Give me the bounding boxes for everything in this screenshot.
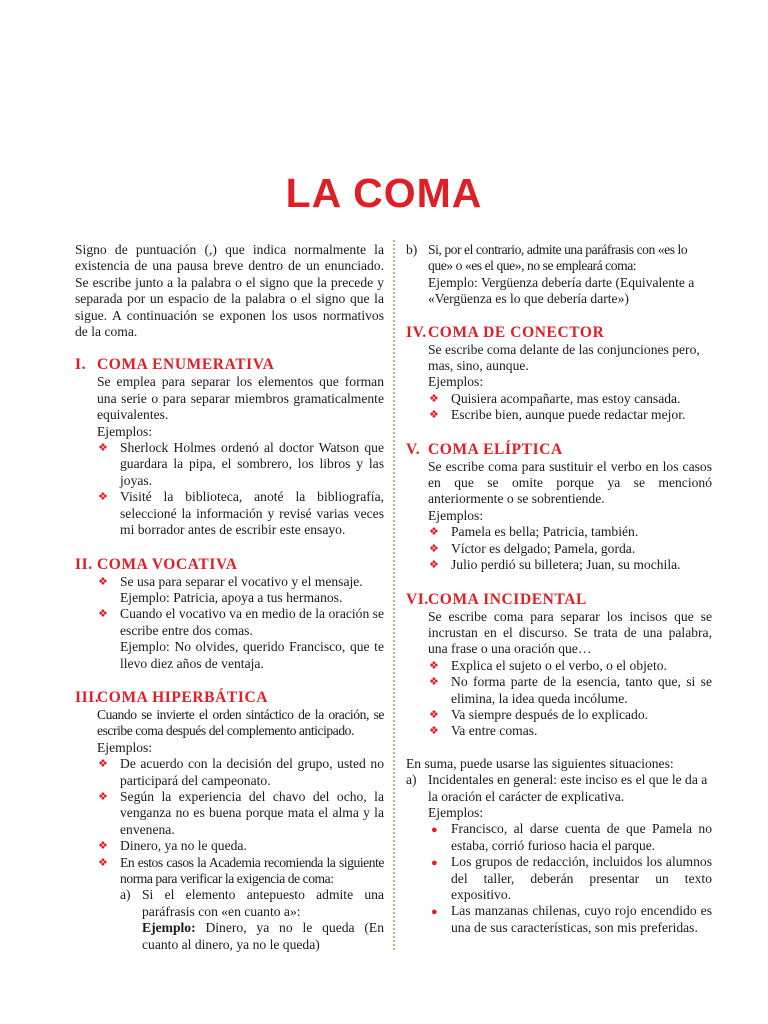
section-enumerativa [75,356,384,538]
example-text: Dinero, ya no le queda (En cuanto al dinero, ya no le queda) [142,920,384,952]
sub-item-text: Si el elemento antepuesto admite una paráfrasis con «en cuanto a»: [142,887,384,919]
list-item-text: Cuando el vocativo va en medio de la oración se escribe entre dos comas. [120,606,384,638]
list-item [428,723,712,739]
column-divider [393,240,395,950]
summary-text: En suma, puede usarse las siguientes situaciones: [406,755,674,771]
examples-label: Ejemplos: [428,804,484,820]
example-label: Ejemplo: [142,920,196,936]
section-hiperbatica [75,689,384,953]
section-body [75,707,384,953]
section-number: II. [75,555,93,573]
examples-label: Ejemplos: [428,374,484,390]
list-item [428,903,712,936]
sub-item-a [120,887,384,953]
diamond-bullet-icon: ❖ [429,542,439,555]
section-title: COMA HIPERBÁTICA [97,688,269,706]
list-item-text: Explica el sujeto o el verbo, o el objeto. [451,657,667,673]
list-item [97,855,384,953]
list-item [428,707,712,723]
list-item [428,821,712,854]
diamond-bullet-icon: ❖ [98,491,108,504]
sub-item-letter: a) [406,772,417,788]
dot-bullet-icon: ● [431,857,438,870]
section-heading [406,591,712,609]
examples-list [428,391,712,424]
diamond-bullet-icon: ❖ [98,575,108,588]
section-description: Se escribe coma delante de las conjunciones pero, mas, sino, aunque. [428,341,700,374]
diamond-bullet-icon: ❖ [429,725,439,738]
list-item-text: Julio perdió su billetera; Juan, su mochila. [451,557,681,573]
list-item-text: Escribe bien, aunque puede redactar mejor. [451,407,686,423]
example-text: Ejemplo: No olvides, querido Francisco, que te llevo diez años de ventaja. [120,639,384,671]
examples-label: Ejemplos: [428,507,484,523]
list-item [97,606,384,672]
section-heading [75,689,384,707]
right-column [406,242,712,936]
list-item [428,391,712,407]
list-item-text: De acuerdo con la decisión del grupo, usted no participará del campeonato. [120,756,384,788]
list-item [428,524,712,540]
dot-examples-list [428,821,712,936]
list-item [97,789,384,838]
list-item-text: Sherlock Holmes ordenó al doctor Watson que guardara la pipa, el sombrero, los libros y las joyas. [120,440,384,488]
diamond-bullet-icon: ❖ [98,790,108,803]
sub-item-a [406,772,712,936]
section-title: COMA INCIDENTAL [428,590,587,608]
list-item [97,574,384,607]
examples-label: Ejemplos: [97,739,153,755]
section-description: Se escribe coma para sustituir el verbo en los casos en que se omite porque ya se mencionó anteriormente o se sobrentiende. [428,458,712,507]
sub-item-text: Incidentales en general: este inciso es el que le da a la oración el carácter de explicativa. [428,772,708,804]
section-eliptica [406,441,712,574]
sub-item-letter: a) [120,887,131,903]
diamond-bullet-icon: ❖ [429,526,439,539]
diamond-bullet-icon: ❖ [98,442,108,455]
section-description: Se emplea para separar los elementos que forman una serie o para separar miembros gramaticalmente equivalentes. [97,374,384,423]
list-item [428,674,712,707]
section-conector [406,324,712,424]
list-item [428,658,712,674]
list-item [97,838,384,854]
section-body [75,574,384,672]
list-item-text: Dinero, ya no le queda. [120,838,247,854]
diamond-bullet-icon: ❖ [429,559,439,572]
section-description: Se escribe coma para separar los incisos que se incrustan en el discurso. Se trata de una palabra, una frase o una oración que… [428,608,712,657]
diamond-bullet-icon: ❖ [429,659,439,672]
section-number: VI. [406,590,429,608]
list-item [97,756,384,789]
section-title: COMA ENUMERATIVA [97,356,275,374]
left-column [75,242,384,953]
examples-list [97,756,384,953]
diamond-bullet-icon: ❖ [98,856,108,869]
list-item-text: No forma parte de la esencia, tanto que, si se elimina, la idea queda incólume. [451,674,712,706]
diamond-bullet-icon: ❖ [429,392,439,405]
diamond-bullet-icon: ❖ [98,840,108,853]
sub-item-text: Si, por el contrario, admite una paráfrasis con «es lo que» o «es el que», no se empleará coma: [428,242,688,274]
section-body [406,342,712,424]
diamond-bullet-icon: ❖ [429,409,439,422]
intro-paragraph: Signo de puntuación (,) que indica normalmente la existencia de una pausa breve dentro de un enunciado. Se escribe junto a la palabra o el signo que la precede y separada por un espacio de la palabra o el signo que la sigue. A continuación se exponen los usos normativos de la coma. [75,242,384,340]
diamond-bullet-icon: ❖ [429,708,439,721]
list-item [428,854,712,903]
list-item-text: Se usa para separar el vocativo y el mensaje. [120,573,363,589]
diamond-bullet-icon: ❖ [429,676,439,689]
list-item-text: Va entre comas. [451,723,538,739]
section-heading [406,324,712,342]
sub-item-b [406,242,712,308]
section-title: COMA VOCATIVA [97,555,238,573]
examples-label: Ejemplos: [97,423,153,439]
section-description: Cuando se invierte el orden sintáctico de la oración, se escribe coma después del complemento anticipado. [97,706,384,739]
section-number: V. [406,440,421,458]
section-body [75,374,384,538]
examples-list [97,574,384,672]
list-item-text: Según la experiencia del chavo del ocho, la venganza no es buena porque mata el alma y la envenena. [120,788,384,837]
section-body [406,609,712,937]
diamond-bullet-icon: ❖ [98,608,108,621]
list-item-text: Quisiera acompañarte, mas estoy cansada. [451,390,681,406]
list-item [97,489,384,538]
page-title: LA COMA [285,170,483,216]
features-list [428,658,712,740]
examples-list [97,440,384,538]
example-text: Ejemplo: Vergüenza debería darte (Equivalente a «Vergüenza es lo que debería darte») [428,274,695,307]
list-item [428,557,712,573]
list-item-text: Víctor es delgado; Pamela, gorda. [451,540,636,556]
list-item-text: Los grupos de redacción, incluidos los alumnos del taller, deberán presentar un texto expositivo. [451,854,712,902]
section-number: III. [75,688,100,706]
section-number: I. [75,356,87,374]
section-title: COMA DE CONECTOR [428,323,605,341]
section-heading [75,356,384,374]
list-item-text: Va siempre después de lo explicado. [451,706,649,722]
diamond-bullet-icon: ❖ [98,758,108,771]
dot-bullet-icon: ● [431,906,438,919]
section-body [406,459,712,574]
dot-bullet-icon: ● [431,824,438,837]
list-item-text: En estos casos la Academia recomienda la siguiente norma para verificar la exigencia de coma: [120,854,384,886]
list-item [97,440,384,489]
example-text: Ejemplo: Patricia, apoya a tus hermanos. [120,589,343,605]
list-item-text: Las manzanas chilenas, cuyo rojo encendido es una de sus características, son mis preferidas. [451,903,712,935]
list-item [428,407,712,423]
section-incidental [406,591,712,937]
section-title: COMA ELÍPTICA [428,440,563,458]
list-item-text: Francisco, al darse cuenta de que Pamela no estaba, corrió furioso hacia el parque. [451,821,712,853]
list-item-text: Visité la biblioteca, anoté la bibliografía, seleccioné la información y revisé varias veces mi borrador antes de escribir este ensayo. [120,489,384,538]
sub-item-letter: b) [406,242,418,257]
section-heading [406,441,712,459]
examples-list [428,524,712,573]
list-item-text: Pamela es bella; Patricia, también. [451,524,639,540]
section-heading [75,556,384,574]
section-number: IV. [406,323,427,341]
section-vocativa [75,556,384,672]
list-item [428,541,712,557]
